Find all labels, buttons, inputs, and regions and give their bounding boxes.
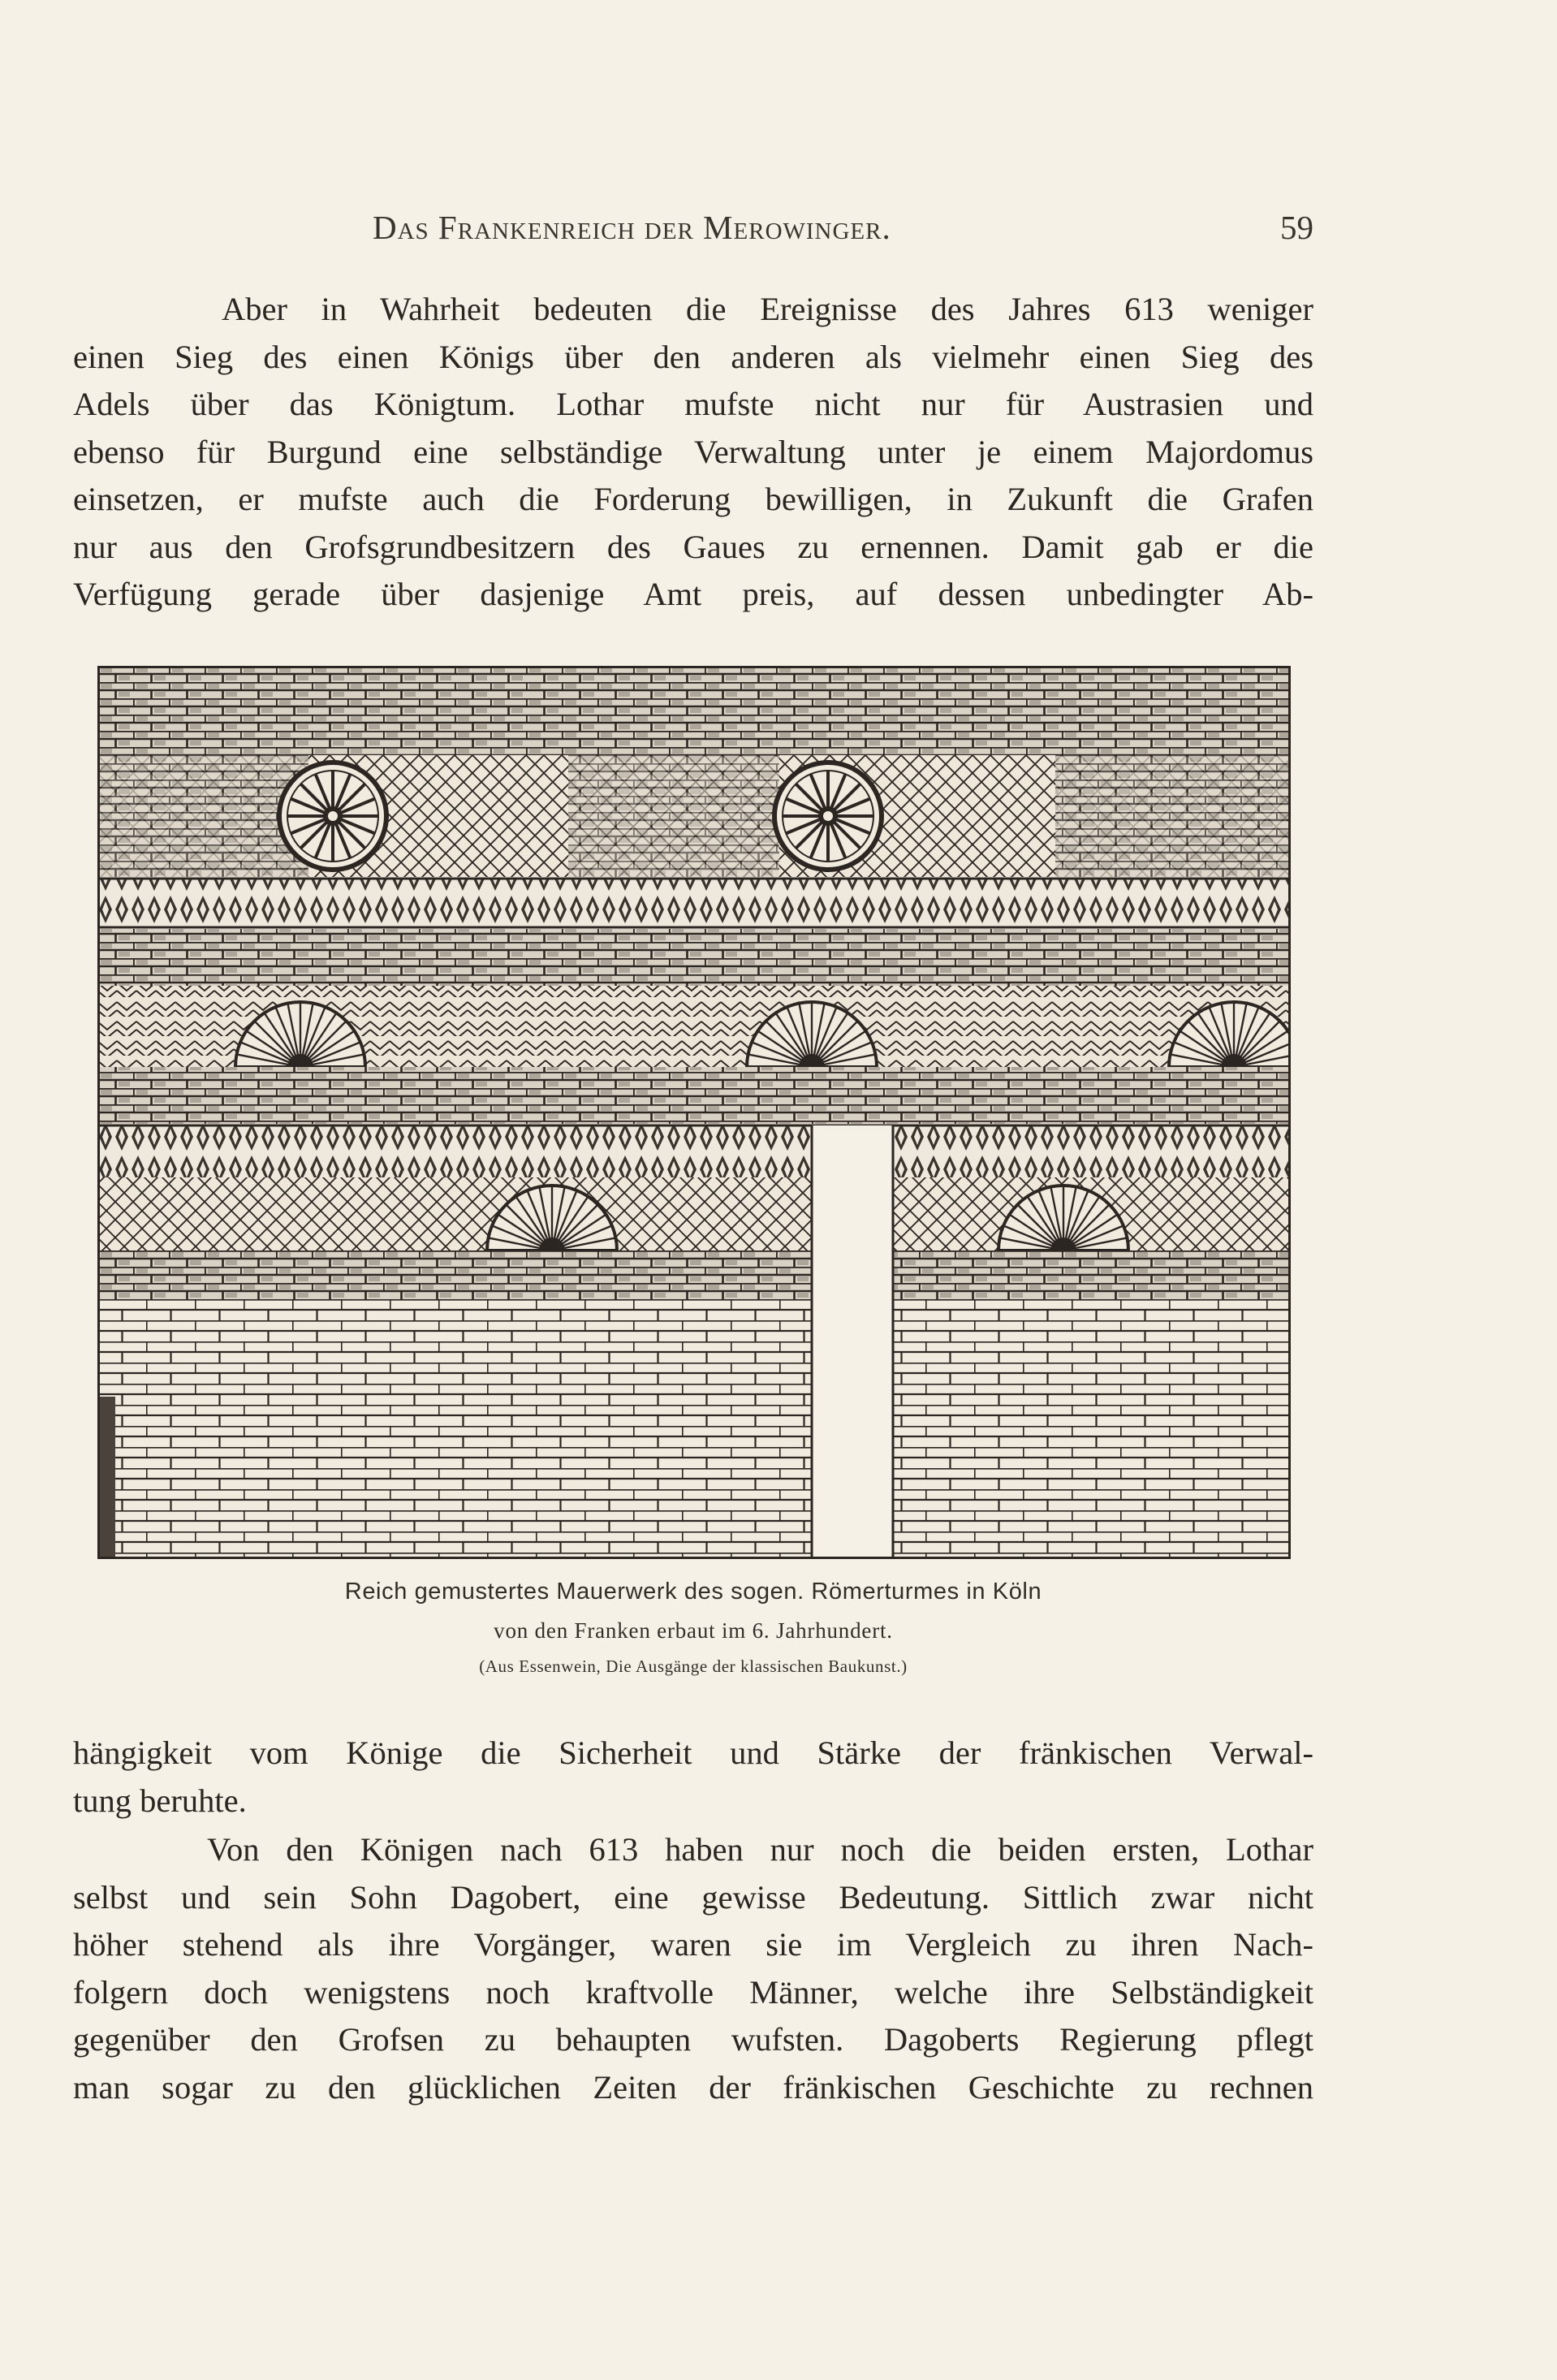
- text-line: tung beruhte.: [73, 1782, 247, 1819]
- text-line: gegenüber den Grofsen zu behaupten wufsten. Dagoberts Regierung pflegt: [73, 2021, 1313, 2058]
- paragraph-3: [73, 1826, 1313, 2111]
- running-header: [73, 208, 1313, 257]
- figure-caption-source: (Aus Essenwein, Die Ausgänge der klassischen Baukunst.): [479, 1656, 908, 1676]
- figure-caption-title: Reich gemustertes Mauerwerk des sogen. Römerturmes in Köln: [344, 1579, 1042, 1605]
- text-line: Verfügung gerade über dasjenige Amt preis, auf dessen unbedingter Ab-: [73, 576, 1313, 612]
- paragraph-2: [73, 1730, 1313, 1825]
- text-line: man sogar zu den glücklichen Zeiten der fränkischen Geschichte zu rechnen: [73, 2068, 1313, 2106]
- page-number: 59: [1280, 209, 1313, 246]
- text-line: Adels über das Königtum. Lothar mufste nicht nur für Austrasien und: [73, 386, 1313, 422]
- text-line: hängigkeit vom Könige die Sicherheit und Stärke der fränkischen Verwal-: [73, 1734, 1313, 1771]
- text-line: einen Sieg des einen Königs über den anderen als vielmehr einen Sieg des: [73, 338, 1313, 375]
- text-line: selbst und sein Sohn Dagobert, eine gewisse Bedeutung. Sittlich zwar nicht: [73, 1878, 1313, 1916]
- text-line: einsetzen, er mufste auch die Forderung bewilligen, in Zukunft die Grafen: [73, 481, 1313, 517]
- text-line: nur aus den Grofsgrundbesitzern des Gaues zu ernennen. Damit gab er die: [73, 528, 1313, 565]
- figure-caption-subtitle: von den Franken erbaut im 6. Jahrhundert.: [494, 1618, 893, 1643]
- masonry-illustration: [97, 666, 1291, 1559]
- text-line: höher stehend als ihre Vorgänger, waren sie im Vergleich zu ihren Nach-: [73, 1926, 1313, 1963]
- text-line: ebenso für Burgund eine selbständige Verwaltung unter je einem Majordomus: [73, 433, 1313, 470]
- header-title: Das Frankenreich der Merowinger.: [373, 209, 891, 246]
- masonry-drawing: [97, 666, 1291, 1559]
- paragraph-1: [73, 286, 1313, 619]
- text-line: Aber in Wahrheit bedeuten die Ereignisse des Jahres 613 weniger: [222, 291, 1313, 327]
- text-line: folgern doch wenigstens noch kraftvolle Männer, welche ihre Selbständigkeit: [73, 1973, 1313, 2011]
- text-line: Von den Königen nach 613 haben nur noch die beiden ersten, Lothar: [207, 1831, 1313, 1868]
